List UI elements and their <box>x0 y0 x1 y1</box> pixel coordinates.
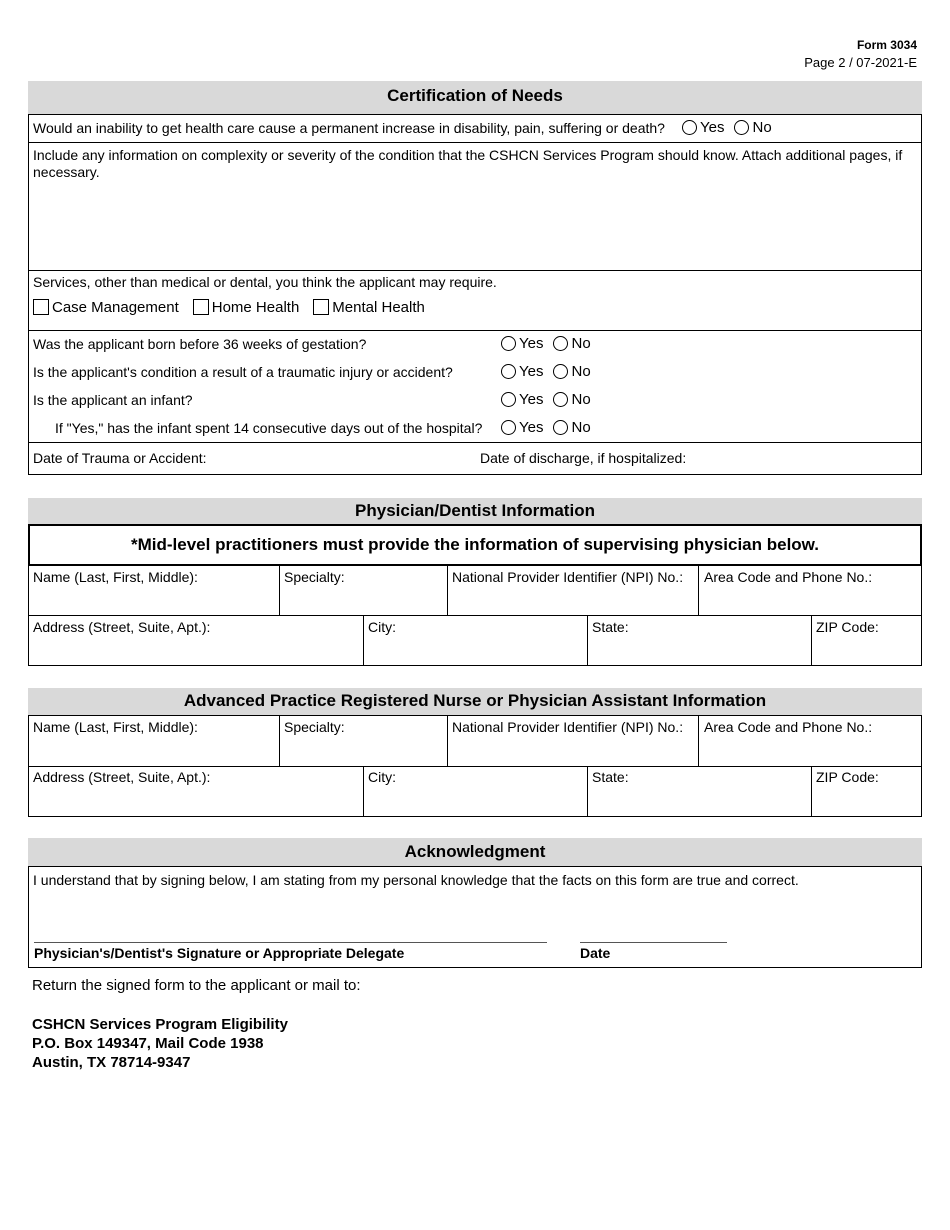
date-discharge-label: Date of discharge, if hospitalized: <box>480 450 687 466</box>
form-number: Form 3034 <box>856 38 917 52</box>
trauma-question: Is the applicant's condition a result of a traumatic injury or accident? <box>33 364 453 380</box>
infant-question: Is the applicant an infant? <box>33 392 193 408</box>
radio-icon[interactable] <box>553 364 568 379</box>
address-line-2: P.O. Box 149347, Mail Code 1938 <box>32 1035 264 1052</box>
page-info: Page 2 / 07-2021-E <box>804 55 917 70</box>
radio-icon[interactable] <box>501 336 516 351</box>
address-line-3: Austin, TX 78714-9347 <box>32 1054 191 1071</box>
physician-specialty-field[interactable]: Specialty: <box>284 569 345 585</box>
signature-line[interactable] <box>34 942 547 943</box>
physician-state-field[interactable]: State: <box>592 619 629 635</box>
divider <box>29 142 921 143</box>
divider <box>29 442 921 443</box>
aprn-city-field[interactable]: City: <box>368 769 396 785</box>
aprn-address-field[interactable]: Address (Street, Suite, Apt.): <box>33 769 211 785</box>
radio-icon[interactable] <box>553 336 568 351</box>
certification-section <box>28 114 922 475</box>
return-instruction: Return the signed form to the applicant or mail to: <box>32 977 361 994</box>
trauma-yes-option[interactable]: Yes <box>501 363 543 380</box>
infant-days-question: If "Yes," has the infant spent 14 consecutive days out of the hospital? <box>55 420 483 436</box>
radio-icon[interactable] <box>501 364 516 379</box>
aprn-specialty-field[interactable]: Specialty: <box>284 719 345 735</box>
mail-address <box>32 1015 288 1072</box>
certification-title: Certification of Needs <box>28 81 922 114</box>
radio-icon[interactable] <box>682 120 697 135</box>
checkbox-icon[interactable] <box>33 299 49 315</box>
physician-grid <box>28 565 922 666</box>
infant-days-no-option[interactable]: No <box>553 419 590 436</box>
aprn-name-field[interactable]: Name (Last, First, Middle): <box>33 719 198 735</box>
date-label: Date <box>580 945 611 961</box>
radio-icon[interactable] <box>553 392 568 407</box>
physician-zip-field[interactable]: ZIP Code: <box>816 619 879 635</box>
physician-city-field[interactable]: City: <box>368 619 396 635</box>
inability-question: Would an inability to get health care cause a permanent increase in disability, pain, suffering or death? <box>33 120 665 136</box>
born-yes-option[interactable]: Yes <box>501 335 543 352</box>
infant-yes-option[interactable]: Yes <box>501 391 543 408</box>
midlevel-note: *Mid-level practitioners must provide the information of supervising physician below. <box>28 524 922 566</box>
physician-phone-field[interactable]: Area Code and Phone No.: <box>704 569 873 585</box>
aprn-npi-field[interactable]: National Provider Identifier (NPI) No.: <box>452 719 684 735</box>
born-question: Was the applicant born before 36 weeks of gestation? <box>33 336 367 352</box>
physician-npi-field[interactable]: National Provider Identifier (NPI) No.: <box>452 569 684 585</box>
physician-name-field[interactable]: Name (Last, First, Middle): <box>33 569 198 585</box>
aprn-title: Advanced Practice Registered Nurse or Physician Assistant Information <box>28 688 922 716</box>
service-case-management[interactable]: Case Management <box>33 299 179 316</box>
infant-no-option[interactable]: No <box>553 391 590 408</box>
service-home-health[interactable]: Home Health <box>193 299 300 316</box>
services-prompt: Services, other than medical or dental, you think the applicant may require. <box>33 274 497 290</box>
service-mental-health[interactable]: Mental Health <box>313 299 425 316</box>
aprn-grid <box>28 715 922 817</box>
infant-days-yes-option[interactable]: Yes <box>501 419 543 436</box>
inability-yes-option[interactable]: Yes <box>682 119 724 136</box>
date-line[interactable] <box>580 942 727 943</box>
aprn-state-field[interactable]: State: <box>592 769 629 785</box>
condition-info-textarea[interactable] <box>33 183 917 267</box>
date-trauma-label: Date of Trauma or Accident: <box>33 450 207 466</box>
born-no-option[interactable]: No <box>553 335 590 352</box>
checkbox-icon[interactable] <box>313 299 329 315</box>
physician-address-field[interactable]: Address (Street, Suite, Apt.): <box>33 619 211 635</box>
ack-section <box>28 866 922 968</box>
trauma-no-option[interactable]: No <box>553 363 590 380</box>
inability-no-option[interactable]: No <box>734 119 771 136</box>
condition-info-prompt: Include any information on complexity or severity of the condition that the CSHCN Services Program should know. Attach additional pages, if necessary. <box>33 147 903 180</box>
radio-icon[interactable] <box>553 420 568 435</box>
radio-icon[interactable] <box>734 120 749 135</box>
divider <box>29 270 921 271</box>
address-line-1: CSHCN Services Program Eligibility <box>32 1016 288 1033</box>
radio-icon[interactable] <box>501 392 516 407</box>
signature-label: Physician's/Dentist's Signature or Appropriate Delegate <box>34 945 405 961</box>
checkbox-icon[interactable] <box>193 299 209 315</box>
aprn-zip-field[interactable]: ZIP Code: <box>816 769 879 785</box>
ack-title: Acknowledgment <box>28 838 922 866</box>
divider <box>29 330 921 331</box>
ack-statement: I understand that by signing below, I am stating from my personal knowledge that the facts on this form are true and correct. <box>33 872 799 888</box>
aprn-phone-field[interactable]: Area Code and Phone No.: <box>704 719 873 735</box>
radio-icon[interactable] <box>501 420 516 435</box>
physician-title: Physician/Dentist Information <box>28 498 922 524</box>
